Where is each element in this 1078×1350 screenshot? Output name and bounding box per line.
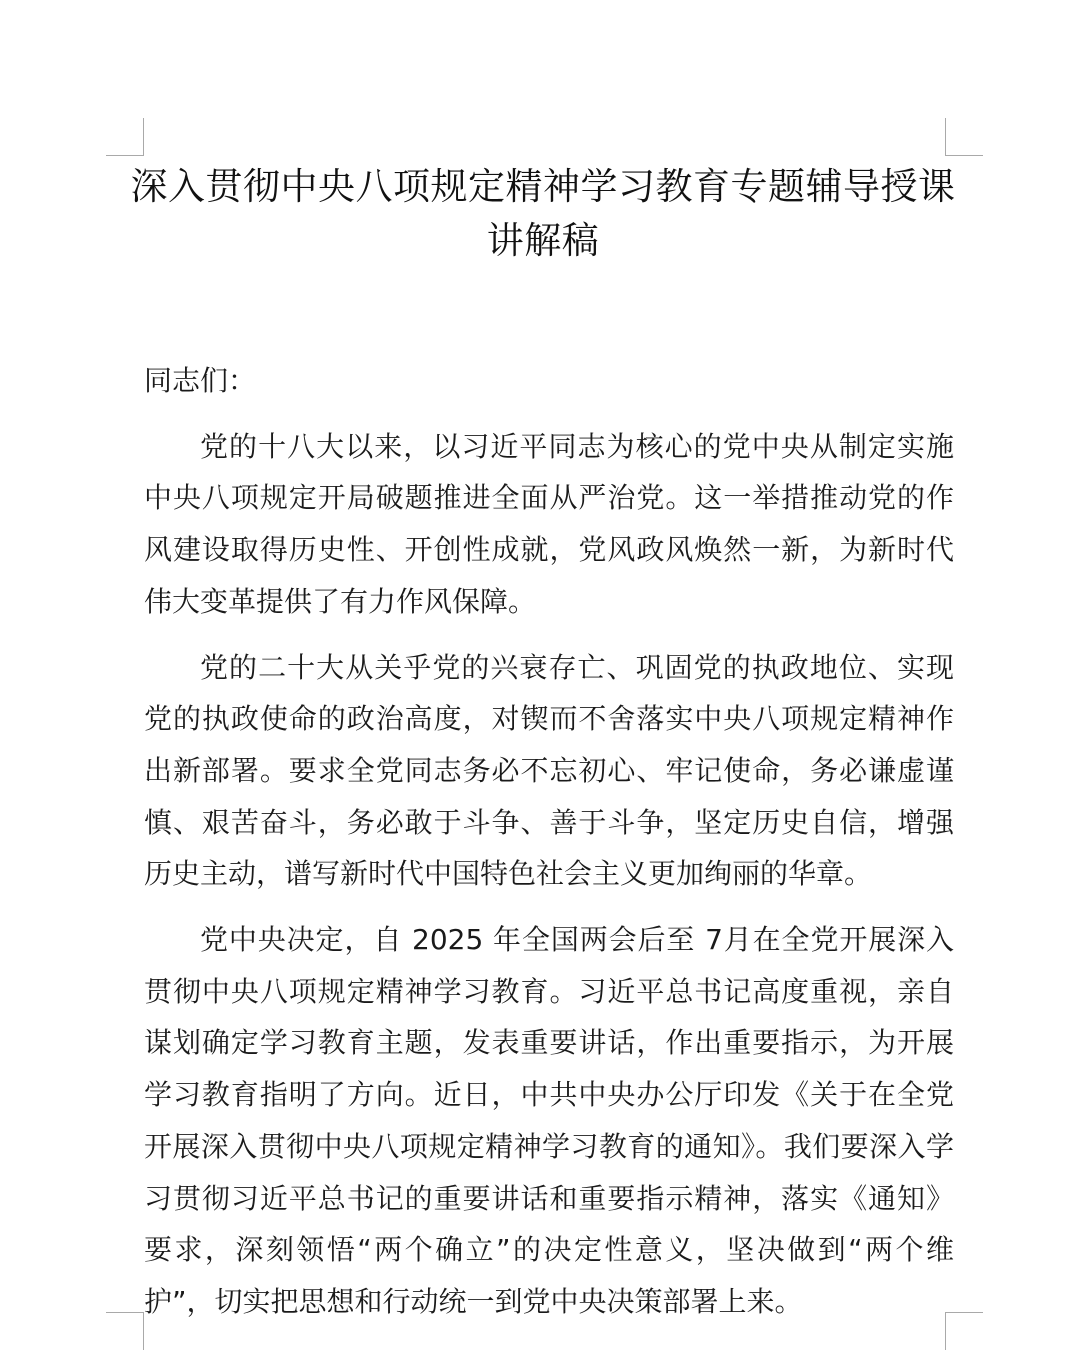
crop-mark-top-left-horizontal (106, 155, 144, 156)
paragraph-3: 党中央决定，自 2025 年全国两会后至 7月在全党开展深入贯彻中央八项规定精神学习教育。习近平总书记高度重视，亲自谋划确定学习教育主题，发表重要讲话，作出重要指示，为开展学习教育指明了方向。近日，中共中央办公厅印发《关于在全党开展深入贯彻中央八项规定精神学习教育的通知》。我们要深入学习贯彻习近平总书记的重要讲话和重要指示精神，落实《通知》要求，深刻领悟“两个确立”的决定性意义，坚决做到“两个维护”，切实把思想和行动统一到党中央决策部署上来。 (144, 923, 954, 1318)
paragraph-1: 党的十八大以来，以习近平同志为核心的党中央从制定实施中央八项规定开局破题推进全面从严治党。这一举措推动党的作风建设取得历史性、开创性成就，党风政风焕然一新，为新时代伟大变革提供了有力作风保障。 (144, 429, 954, 618)
crop-mark-top-right-vertical (945, 118, 946, 156)
greeting: 同志们： (144, 364, 257, 397)
crop-mark-top-left-vertical (143, 118, 144, 156)
paragraph-2: 党的二十大从关乎党的兴衰存亡、巩固党的执政地位、实现党的执政使命的政治高度，对锲而不舍落实中央八项规定精神作出新部署。要求全党同志务必不忘初心、牢记使命，务必谦虚谨慎、艰苦奋斗，务必敢于斗争、善于斗争，坚定历史自信，增强历史主动，谱写新时代中国特色社会主义更加绚丽的华章。 (144, 650, 954, 891)
document-title: 深入贯彻中央八项规定精神学习教育专题辅导授课讲解稿 (130, 165, 956, 262)
document-body (144, 355, 954, 1328)
crop-mark-top-right-horizontal (945, 155, 983, 156)
crop-mark-bottom-left-horizontal (106, 1312, 144, 1313)
